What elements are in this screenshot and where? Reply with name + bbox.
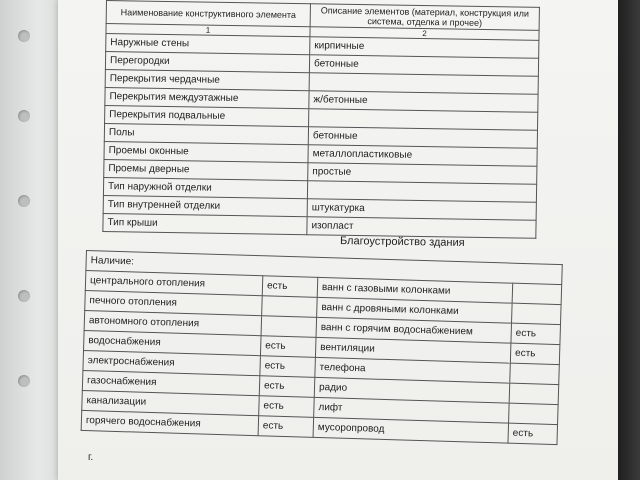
amenity-status: есть (262, 276, 318, 298)
footer-year-mark: г. (88, 452, 94, 463)
punch-hole-icon (18, 195, 30, 207)
element-value: простые (308, 163, 537, 185)
element-name: Тип крыши (103, 213, 307, 234)
element-name: Перекрытия чердачные (105, 69, 309, 90)
column-number: 2 (310, 27, 539, 41)
element-name: Перегородки (105, 52, 309, 73)
element-value: штукатурка (307, 199, 536, 221)
element-value: кирпичные (310, 37, 539, 59)
amenity-name: центрального отопления (85, 271, 263, 296)
element-value: изопласт (307, 217, 536, 239)
amenity-name: горячего водоснабжения (81, 410, 259, 435)
amenity-status: есть (258, 416, 314, 438)
amenity-status (509, 403, 559, 424)
element-name: Проемы оконные (104, 141, 308, 162)
document-page (58, 0, 618, 480)
amenity-name: вентиляции (315, 337, 511, 363)
element-value: бетонные (308, 127, 537, 149)
amenity-name: электроснабжения (83, 350, 261, 375)
punch-hole-icon (18, 375, 30, 387)
amenity-name: канализации (82, 390, 260, 415)
amenity-name: газоснабжения (82, 370, 260, 395)
element-name: Наружные стены (106, 34, 310, 55)
amenity-status (512, 303, 562, 324)
amenities-header: Наличие: (86, 251, 562, 285)
header-element-name: Наименование конструктивного элемента (106, 1, 310, 27)
section-title: Благоустройство здания (339, 235, 465, 249)
amenity-status (262, 296, 318, 318)
amenity-status: есть (510, 343, 560, 364)
amenity-status (510, 363, 560, 384)
amenity-status: есть (259, 376, 315, 398)
dark-background-edge (618, 0, 640, 480)
punch-hole-icon (18, 110, 30, 122)
amenity-status: есть (260, 336, 316, 358)
element-name: Перекрытия междуэтажные (105, 87, 309, 108)
amenity-name: автономного отопления (84, 310, 262, 335)
amenities-table (81, 250, 563, 445)
amenity-status: есть (260, 356, 316, 378)
amenity-name: лифт (314, 397, 510, 423)
amenity-status: есть (511, 323, 561, 344)
amenity-status (512, 283, 562, 304)
element-value: бетонные (309, 55, 538, 77)
amenity-status: есть (259, 396, 315, 418)
amenity-name: телефона (315, 357, 511, 383)
amenity-status (509, 383, 559, 404)
amenity-status: есть (508, 423, 558, 444)
construction-elements-table (102, 0, 616, 240)
element-name: Перекрытия подвальные (105, 105, 309, 126)
element-name: Тип внутренней отделки (103, 195, 307, 216)
element-value: металлопластиковые (308, 145, 537, 167)
element-name: Тип наружной отделки (103, 177, 307, 198)
punch-hole-icon (18, 290, 30, 302)
amenity-name: ванн с газовыми колонками (317, 277, 513, 303)
punch-hole-icon (18, 30, 30, 42)
column-number: 1 (106, 24, 310, 37)
amenity-name: печного отопления (85, 290, 263, 315)
amenity-name: радио (314, 377, 510, 403)
element-value: ж/бетонные (309, 91, 538, 113)
element-name: Полы (104, 123, 308, 144)
amenity-status (261, 316, 317, 338)
header-element-description: Описание элементов (материал, конструкция или система, отделка и прочее) (310, 4, 539, 31)
amenity-name: водоснабжения (84, 330, 262, 355)
amenity-name: ванн с дровяными колонками (317, 297, 513, 323)
amenity-name: ванн с горячим водоснабжением (316, 317, 512, 343)
amenity-name: мусоропровод (313, 417, 509, 443)
element-name: Проемы дверные (104, 159, 308, 180)
